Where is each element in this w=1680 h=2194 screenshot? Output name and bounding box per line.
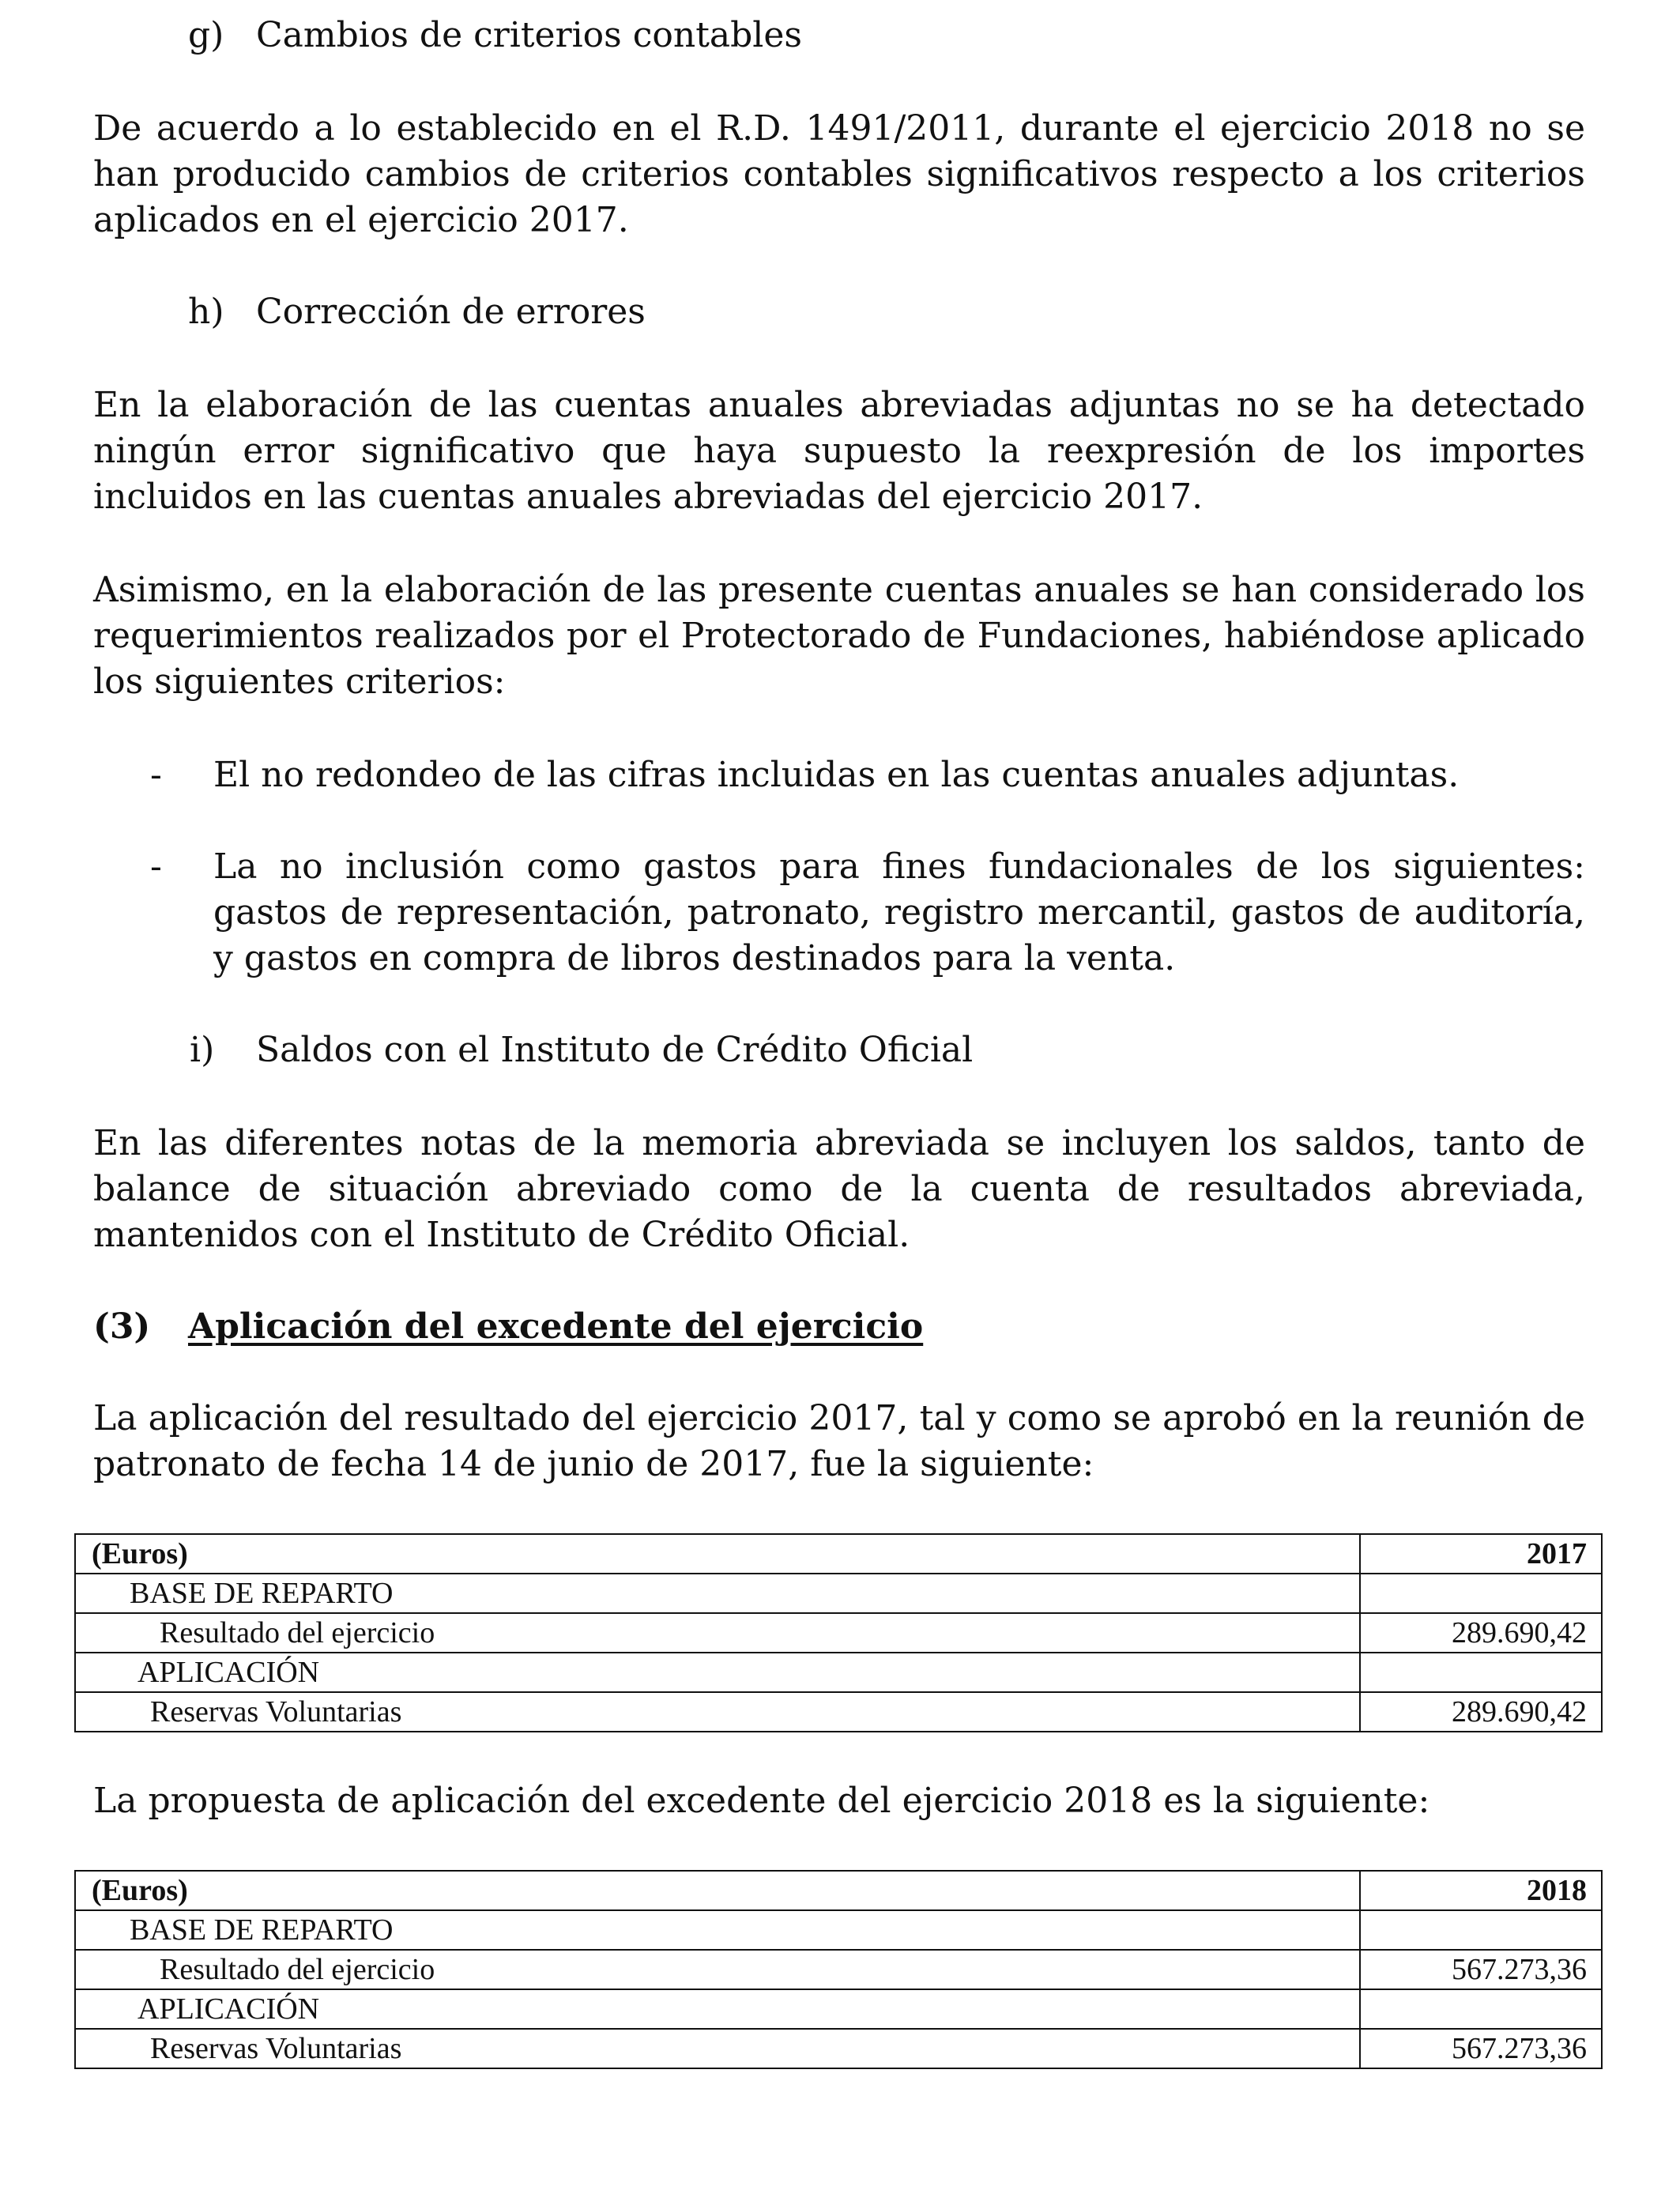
bullet-dash: - xyxy=(150,755,162,795)
table-cell-label: BASE DE REPARTO xyxy=(75,1910,1360,1950)
table-cell-value xyxy=(1360,1653,1602,1692)
table-row xyxy=(75,1653,1602,1692)
table-header-label: (Euros) xyxy=(75,1871,1360,1910)
table-cell-value xyxy=(1360,1989,1602,2029)
paragraph-propuesta-2018: La propuesta de aplicación del excedente del ejercicio 2018 es la siguiente: xyxy=(93,1781,1430,1821)
table-cell-label: Reservas Voluntarias xyxy=(75,1692,1360,1732)
table-row xyxy=(75,1574,1602,1613)
table-row xyxy=(75,1692,1602,1732)
list-item-text: La no inclusión como gastos para fines fundacionales de los siguientes: gastos de representación, patronato, registro mercantil, gastos de auditoría, y gastos en compra de libros destinados para la venta. xyxy=(213,846,1585,978)
table-row xyxy=(75,2029,1602,2068)
distribution-table-2018 xyxy=(74,1870,1603,2069)
table-cell-value xyxy=(1360,1910,1602,1950)
table-header-label: (Euros) xyxy=(75,1534,1360,1574)
table-cell-label: Resultado del ejercicio xyxy=(75,1950,1360,1989)
subsection-title: Corrección de errores xyxy=(256,292,646,332)
table-cell-label: APLICACIÓN xyxy=(75,1653,1360,1692)
distribution-table-2017 xyxy=(74,1533,1603,1732)
table-row xyxy=(75,1613,1602,1653)
table-header-row xyxy=(75,1534,1602,1574)
table-cell-value: 567.273,36 xyxy=(1360,1950,1602,1989)
table-row xyxy=(75,1950,1602,1989)
table-cell-label: Resultado del ejercicio xyxy=(75,1613,1360,1653)
list-item-text: El no redondeo de las cifras incluidas en las cuentas anuales adjuntas. xyxy=(213,755,1460,795)
paragraph-aplicacion-2017: La aplicación del resultado del ejercicio 2017, tal y como se aprobó en la reunión de patronato de fecha 14 de junio de 2017, fue la siguiente: xyxy=(93,1398,1585,1484)
list-item xyxy=(93,844,1585,982)
subsection-title: Saldos con el Instituto de Crédito Oficial xyxy=(256,1030,974,1070)
table-row xyxy=(75,1910,1602,1950)
table-header-year: 2018 xyxy=(1360,1871,1602,1910)
table-row xyxy=(75,1989,1602,2029)
table-cell-label: BASE DE REPARTO xyxy=(75,1574,1360,1613)
list-item xyxy=(93,752,1585,798)
paragraph-asimismo: Asimismo, en la elaboración de las presente cuentas anuales se han considerado los requerimientos realizados por el Protectorado de Fundaciones, habiéndose aplicado los siguientes criterios: xyxy=(93,570,1585,702)
table-cell-value xyxy=(1360,1574,1602,1613)
table-cell-value: 289.690,42 xyxy=(1360,1692,1602,1732)
table-cell-value: 567.273,36 xyxy=(1360,2029,1602,2068)
subsection-marker: h) xyxy=(188,292,224,332)
table-cell-label: Reservas Voluntarias xyxy=(75,2029,1360,2068)
bullet-dash: - xyxy=(150,846,162,887)
subsection-marker: g) xyxy=(188,15,224,55)
section-number: (3) xyxy=(93,1306,151,1347)
table-cell-value: 289.690,42 xyxy=(1360,1613,1602,1653)
subsection-title: Cambios de criterios contables xyxy=(256,15,802,55)
paragraph-errores: En la elaboración de las cuentas anuales abreviadas adjuntas no se ha detectado ningún error significativo que haya supuesto la reexpresión de los importes incluidos en las cuentas anuales abreviadas del ejercicio 2017. xyxy=(93,385,1585,517)
paragraph-saldos: En las diferentes notas de la memoria abreviada se incluyen los saldos, tanto de balance de situación abreviado como de la cuenta de resultados abreviada, mantenidos con el Instituto de Crédito Oficial. xyxy=(93,1123,1585,1255)
section-title: Aplicación del excedente del ejercicio xyxy=(188,1306,924,1347)
table-cell-label: APLICACIÓN xyxy=(75,1989,1360,2029)
paragraph-criterios: De acuerdo a lo establecido en el R.D. 1491/2011, durante el ejercicio 2018 no se han producido cambios de criterios contables significativos respecto a los criterios aplicados en el ejercicio 2017. xyxy=(93,108,1585,240)
table-header-year: 2017 xyxy=(1360,1534,1602,1574)
table-header-row xyxy=(75,1871,1602,1910)
subsection-marker: i) xyxy=(190,1030,215,1070)
